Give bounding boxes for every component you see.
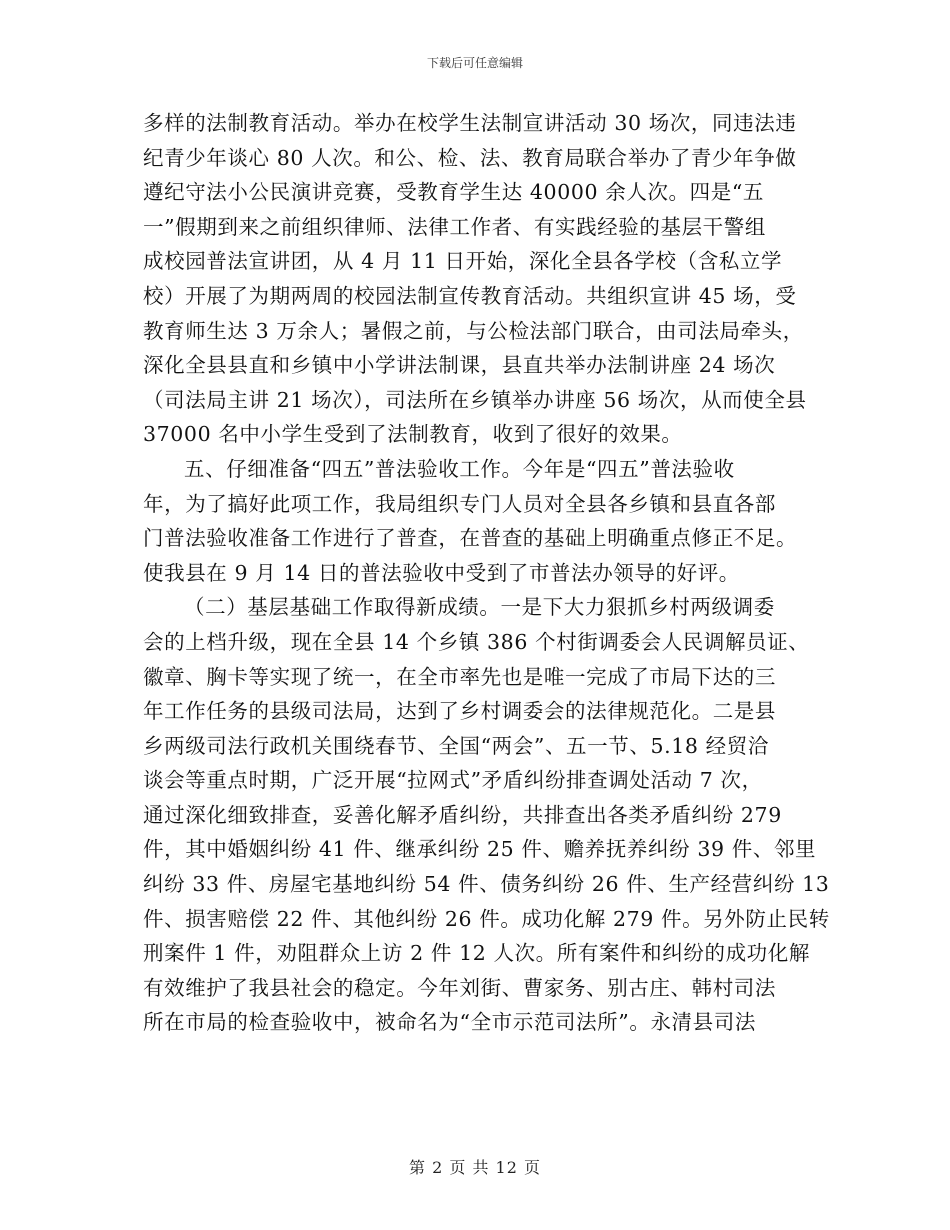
text-line: 使我县在 9 月 14 日的普法验收中受到了市普法办领导的好评。 [143,560,740,585]
page-header: 下载后可任意编辑 [426,56,523,70]
document-body [143,106,830,1040]
text-line: 年工作任务的县级司法局，达到了乡村调委会的法律规范化。二是县 [143,699,776,724]
text-line: 一”假期到来之前组织律师、法律工作者、有实践经验的基层干警组 [143,214,766,239]
text-line: 通过深化细致排查，妥善化解矛盾纠纷，共排查出各类矛盾纠纷 279 [143,802,782,827]
page-number: 第 2 页 共 12 页 [409,1158,541,1177]
text-line: 件、损害赔偿 22 件、其他纠纷 26 件。成功化解 279 件。另外防止民转 [143,906,830,931]
text-line: 37000 名中小学生受到了法制教育，收到了很好的效果。 [143,422,683,447]
text-line: 有效维护了我县社会的稳定。今年刘街、曹家务、别古庄、韩村司法 [143,975,776,1000]
paragraph-start-line: （二）基层基础工作取得新成绩。一是下大力狠抓乡村两级调委 [184,595,775,620]
text-line: 件，其中婚姻纠纷 41 件、继承纠纷 25 件、赡养抚养纠纷 39 件、邻里 [143,837,817,862]
paragraph-start-line: 五、仔细准备“四五”普法验收工作。今年是“四五”普法验收 [184,456,735,481]
text-line: 深化全县县直和乡镇中小学讲法制课，县直共举办法制讲座 24 场次 [143,353,776,378]
text-line: 遵纪守法小公民演讲竞赛，受教育学生达 40000 余人次。四是“五 [143,180,765,205]
text-line: 乡两级司法行政机关围绕春节、全国“两会”、五一节、5.18 经贸洽 [143,733,769,758]
text-line: 会的上档升级，现在全县 14 个乡镇 386 个村街调委会人民调解员证、 [143,629,810,654]
text-line: 校）开展了为期两周的校园法制宣传教育活动。共组织宣讲 45 场，受 [143,283,797,308]
text-line: 门普法验收准备工作进行了普查，在普查的基础上明确重点修正不足。 [143,526,798,551]
text-line: 成校园普法宣讲团，从 4 月 11 日开始，深化全县各学校（含私立学 [143,249,783,274]
text-line: 纠纷 33 件、房屋宅基地纠纷 54 件、债务纠纷 26 件、生产经营纠纷 13 [143,872,830,897]
text-line: 谈会等重点时期，广泛开展“拉网式”矛盾纠纷排查调处活动 7 次， [143,768,763,793]
text-line: 年，为了搞好此项工作，我局组织专门人员对全县各乡镇和县直各部 [143,491,776,516]
text-line: 多样的法制教育活动。举办在校学生法制宣讲活动 30 场次，同违法违 [143,111,797,135]
text-line: 纪青少年谈心 80 人次。和公、检、法、教育局联合举办了青少年争做 [143,145,797,170]
text-line: 刑案件 1 件，劝阻群众上访 2 件 12 人次。所有案件和纠纷的成功化解 [143,941,810,966]
text-line: 徽章、胸卡等实现了统一，在全市率先也是唯一完成了市局下达的三 [143,664,776,689]
text-line: （司法局主讲 21 场次），司法所在乡镇举办讲座 56 场次，从而使全县 [143,387,807,412]
text-line: 所在市局的检查验收中，被命名为“全市示范司法所”。永清县司法 [143,1010,756,1035]
text-line: 教育师生达 3 万余人；暑假之前，与公检法部门联合，由司法局牵头， [143,318,804,343]
